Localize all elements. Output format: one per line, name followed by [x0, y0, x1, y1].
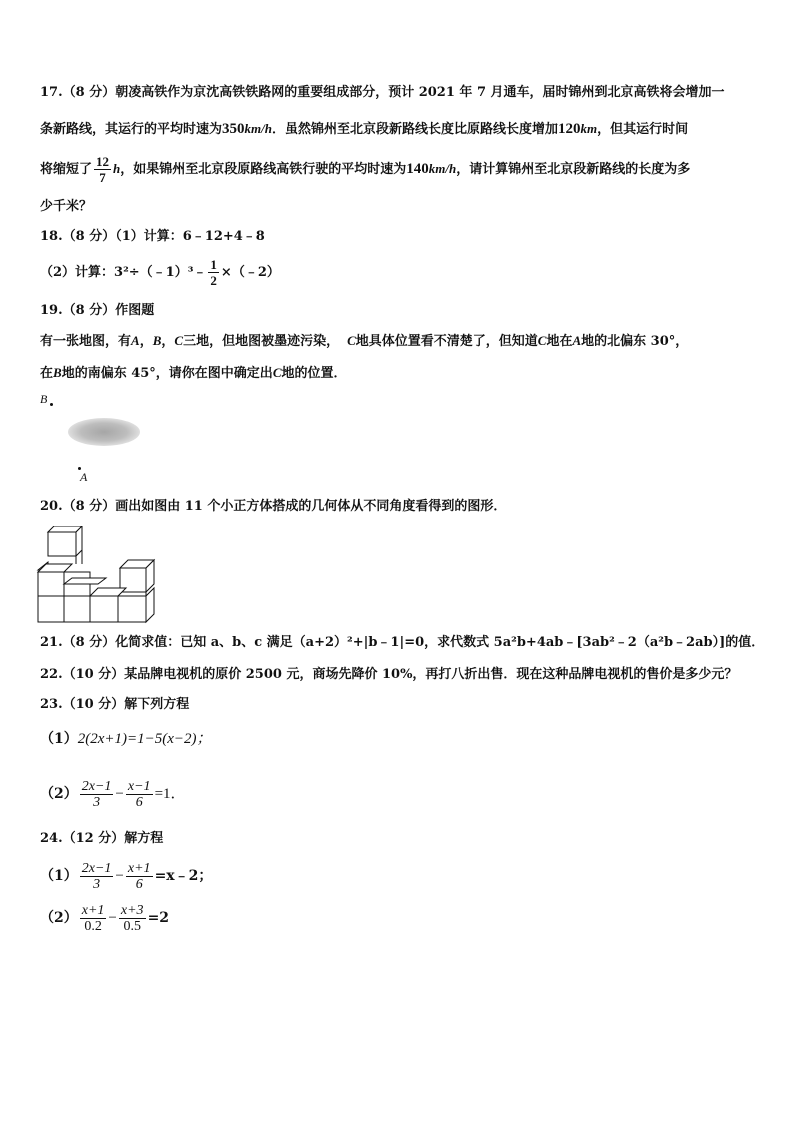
q24-part1	[40, 856, 212, 896]
q19-fig-point-b	[50, 403, 53, 406]
q19-point-c: C	[347, 333, 356, 348]
q19-point-c: C	[174, 333, 184, 348]
q19-text: 有一张地图，有	[40, 334, 132, 349]
q23-part2	[40, 774, 186, 814]
q17-frac-den: 7	[99, 170, 106, 185]
q17-line3	[40, 152, 690, 187]
q19-text: 地的北偏东 30°，	[581, 334, 689, 349]
q17-text: 条新路线，其运行的平均时速为	[40, 122, 223, 137]
q21-line1: 21.（8 分）化简求值：已知 a、b、c 满足（a+2）²+|b﹣1|=0，求代数式 5a²b+4ab﹣[3ab²﹣2（a²b﹣2ab）]的值．	[40, 635, 765, 650]
q23-p2-frac2	[126, 779, 153, 810]
q17-frac-num: 12	[96, 154, 110, 169]
q23-part1	[40, 730, 212, 748]
q24-p2-rhs: =2	[147, 910, 170, 926]
q19-text: 地的南偏东 45°，请你在图中确定出	[61, 366, 273, 381]
q24-p2-frac2	[119, 903, 146, 934]
q20-line1: 20.（8 分）画出如图由 11 个小正方体搭成的几何体从不同角度看得到的图形．	[40, 499, 507, 514]
q24-p1-frac1	[80, 861, 114, 892]
q18-line2	[40, 256, 280, 290]
q17-fraction	[94, 154, 111, 185]
ink-smudge	[68, 418, 140, 446]
q23-p1-equation: 2(2x+1)=1−5(x−2)；	[77, 731, 212, 747]
q18-frac-den: 2	[210, 273, 217, 288]
frac-num: 2x−1	[81, 778, 112, 794]
frac-den: 6	[135, 876, 143, 892]
q19-point-c: C	[537, 333, 547, 348]
q17-text: ，请计算锦州至北京段新路线的长度为多	[456, 162, 691, 177]
q24-p2-label: （2）	[40, 910, 78, 926]
q19-fig-label-a: A	[80, 470, 88, 484]
q19-point-c: C	[272, 365, 282, 380]
q19-fig-label-b: B	[40, 392, 48, 406]
q23-p2-frac1	[80, 779, 114, 810]
q17-unit-speed: km/h	[244, 121, 272, 136]
frac-den: 3	[93, 876, 101, 892]
q18-fraction	[208, 257, 219, 288]
q24-p2-frac1	[80, 903, 107, 934]
q17-line4: 少千米？	[40, 199, 93, 214]
frac-den: 3	[93, 794, 101, 810]
q19-text: 地具体位置看不清楚了，但知道	[355, 334, 538, 349]
q17-frac-unit: h	[113, 161, 121, 176]
q18-line1: 18.（8 分）（1）计算：6﹣12+4﹣8	[40, 229, 265, 244]
frac-num: x+3	[120, 902, 144, 918]
q23-p1-label: （1）	[40, 731, 78, 747]
q19-line2	[40, 332, 688, 351]
q17-speed-new: 350	[222, 121, 245, 137]
q17-line1: 17.（8 分）朝凌高铁作为京沈高铁铁路网的重要组成部分，预计 2021 年 7 月通车，届时锦州到北京高铁将会增加一	[40, 85, 725, 100]
q17-extra-len: 120	[558, 121, 581, 137]
q17-speed-old: 140	[406, 161, 429, 177]
q23-line1: 23.（10 分）解下列方程	[40, 697, 190, 712]
frac-den: 0.5	[123, 918, 141, 934]
q17-line2	[40, 120, 688, 139]
q17-text: ，但其运行时间	[597, 122, 689, 137]
q19-text: 三地，但地图被墨迹污染，	[183, 334, 340, 349]
q19-text: 在	[40, 366, 54, 381]
minus-sign: −	[108, 910, 117, 926]
q24-line1: 24.（12 分）解方程	[40, 831, 164, 846]
q23-p2-rhs: =1．	[154, 786, 186, 802]
q19-text: 地的位置．	[281, 366, 347, 381]
q19-text: 地在	[546, 334, 573, 349]
q19-point-a: A	[131, 333, 140, 348]
frac-den: 0.2	[84, 918, 102, 934]
q17-unit-len: km	[580, 121, 598, 136]
q20-cubes-figure	[36, 526, 162, 624]
q24-p1-label: （1）	[40, 868, 78, 884]
q19-point-b: B	[53, 365, 62, 380]
frac-num: x+1	[81, 902, 105, 918]
q18-text: （2）计算：3²÷（﹣1）³﹣	[40, 265, 207, 280]
q19-point-a: A	[572, 333, 582, 348]
q22-line1: 22.（10 分）某品牌电视机的原价 2500 元，商场先降价 10%，再打八折出售．现在这种品牌电视机的售价是多少元？	[40, 667, 738, 682]
q19-sep: ，	[161, 334, 175, 349]
q24-p1-rhs: =x﹣2；	[154, 868, 213, 884]
q19-point-b: B	[152, 333, 162, 348]
q19-line1: 19.（8 分）作图题	[40, 303, 155, 318]
frac-num: x+1	[127, 860, 151, 876]
minus-sign: −	[115, 786, 124, 802]
q24-part2	[40, 898, 169, 938]
q18-text: ×（﹣2）	[220, 265, 280, 280]
q17-text: ．虽然锦州至北京段新路线长度比原路线长度增加	[271, 122, 558, 137]
frac-num: x−1	[127, 778, 151, 794]
q19-line3	[40, 364, 347, 383]
q17-text: 将缩短了	[40, 162, 93, 177]
q18-frac-num: 1	[210, 257, 217, 272]
q24-p1-frac2	[126, 861, 153, 892]
frac-num: 2x−1	[81, 860, 112, 876]
q19-sep: ，	[139, 334, 153, 349]
frac-den: 6	[135, 794, 143, 810]
q17-text: ，如果锦州至北京段原路线高铁行驶的平均时速为	[120, 162, 407, 177]
minus-sign: −	[115, 868, 124, 884]
q17-unit-speed-2: km/h	[428, 161, 457, 176]
q23-p2-label: （2）	[40, 786, 78, 802]
